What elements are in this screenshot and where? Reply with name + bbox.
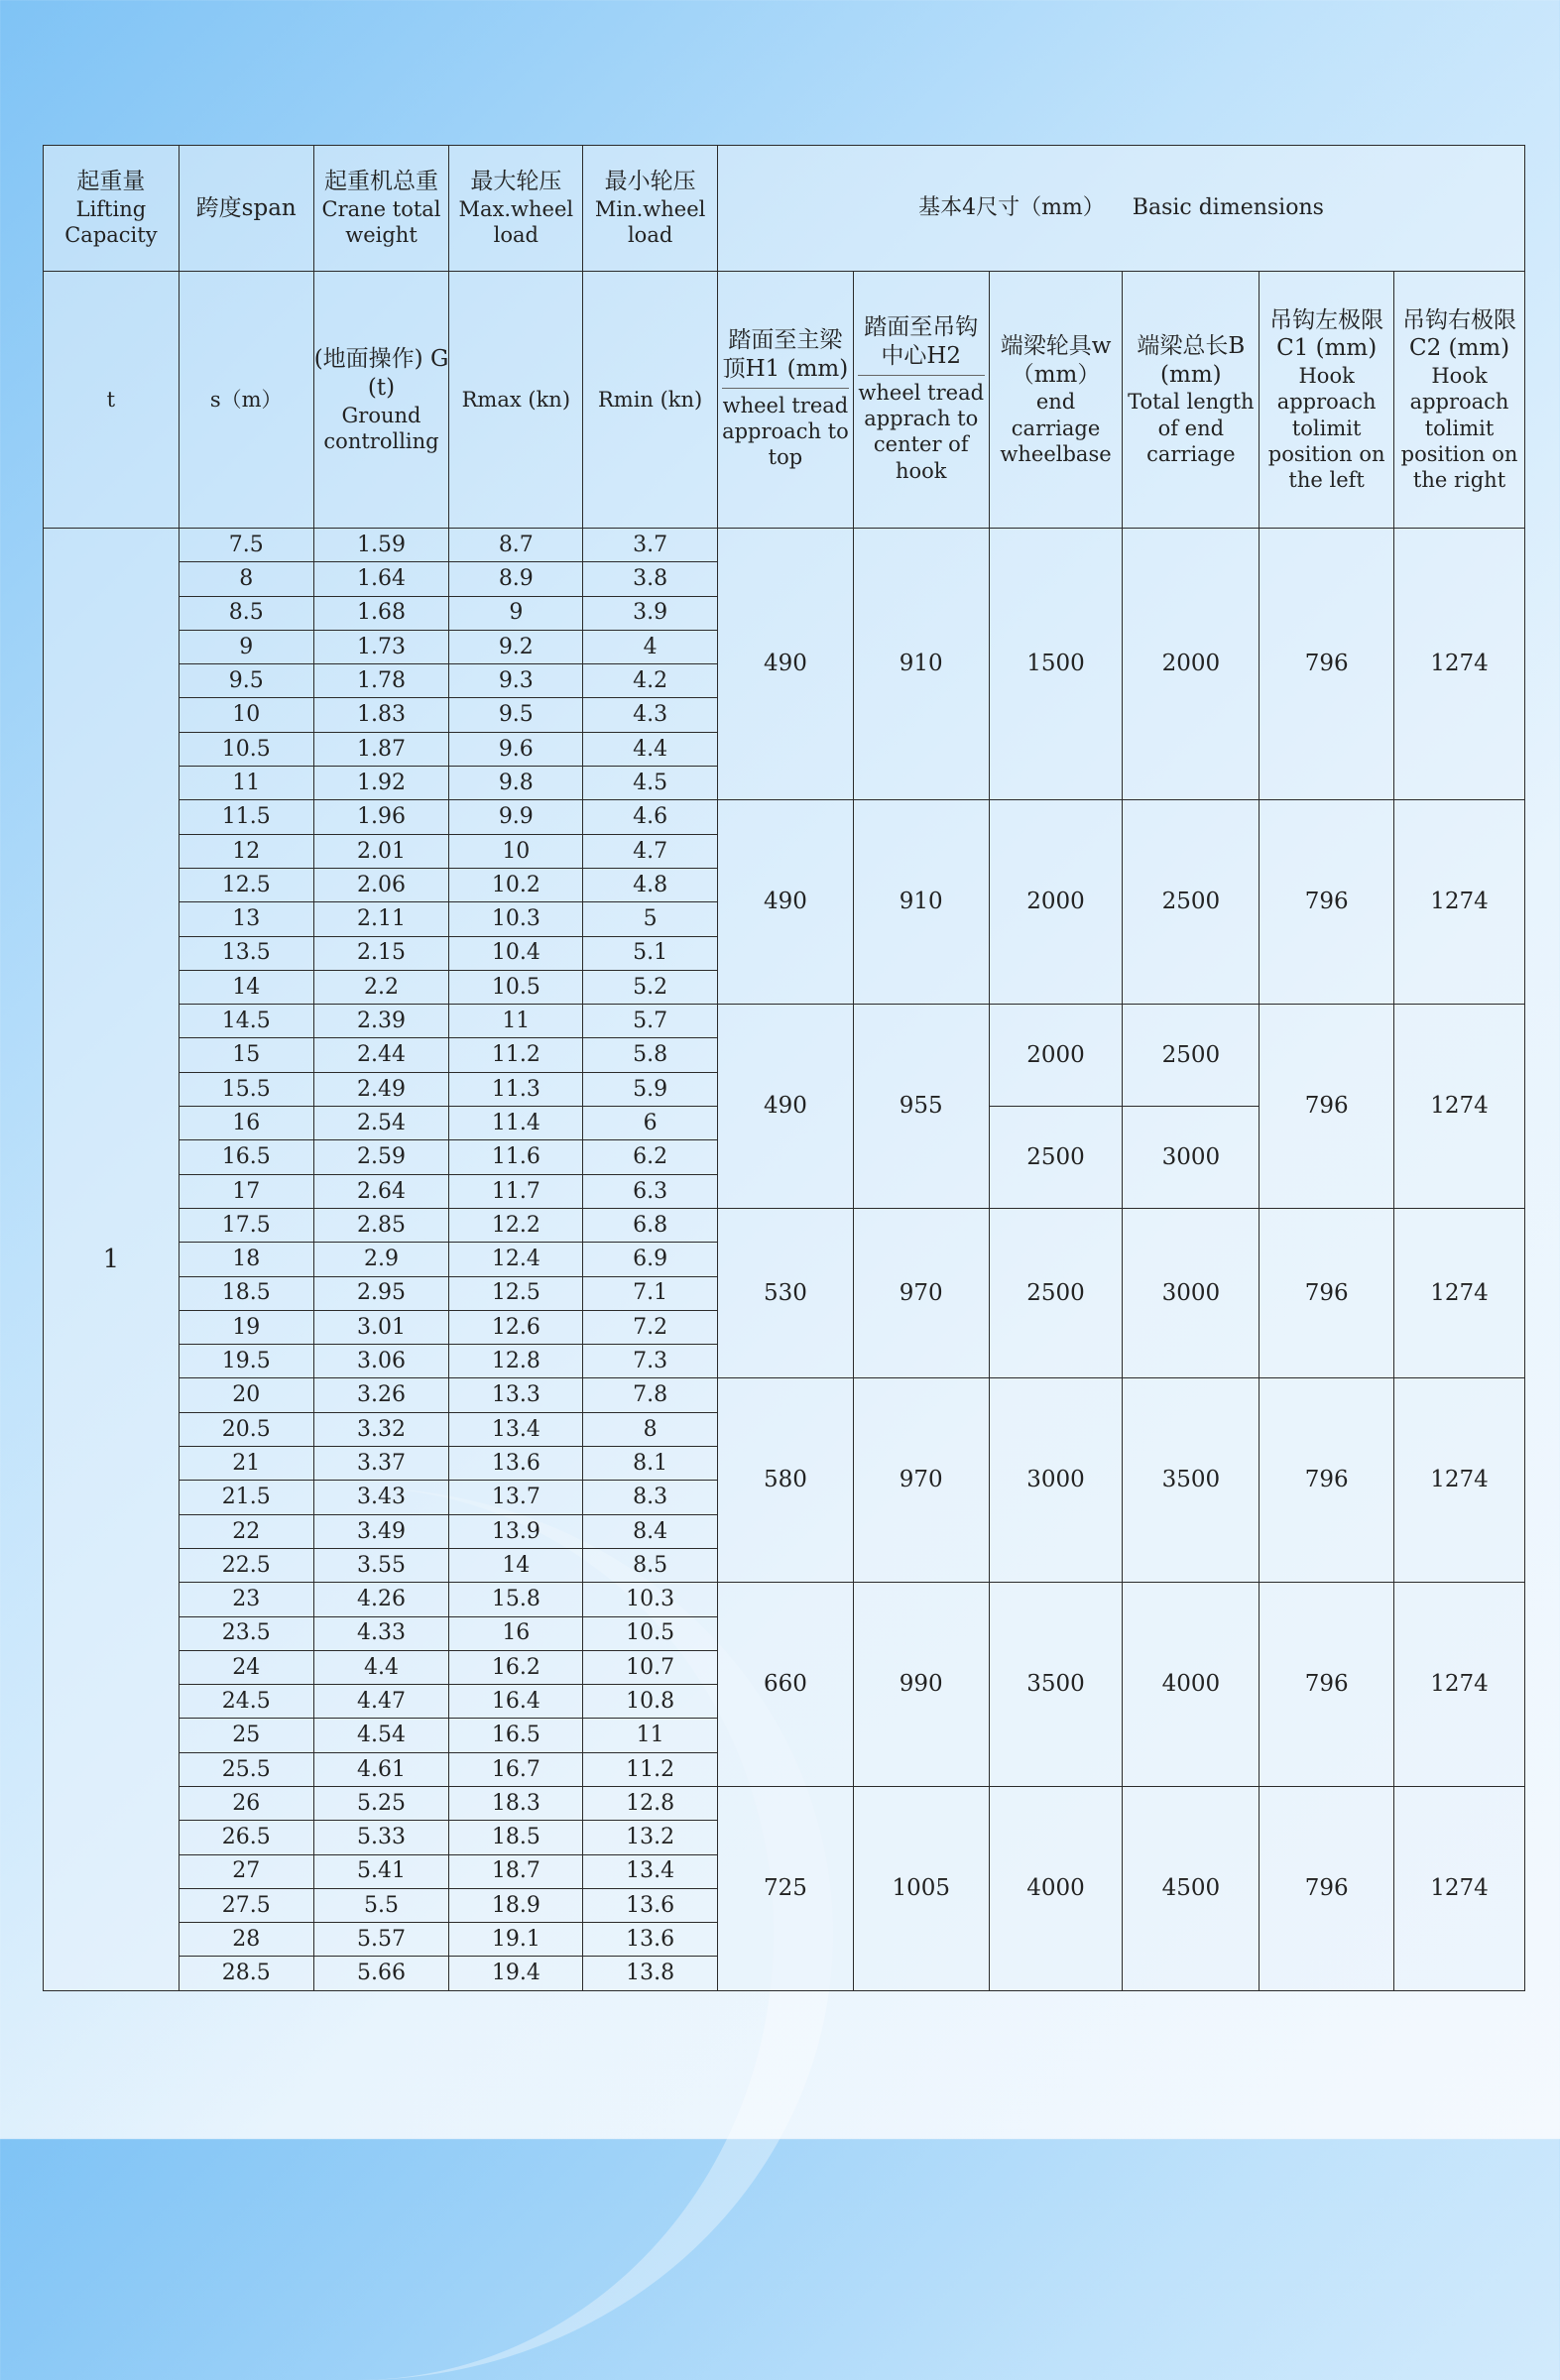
weight-cell: 2.44 (313, 1038, 449, 1072)
b-cell: 3000 (1123, 1107, 1260, 1209)
header-w: 端梁轮具w（mm） end carriage wheelbase (989, 272, 1123, 529)
span-cell: 26.5 (179, 1821, 313, 1854)
rmax-cell: 11.2 (449, 1038, 583, 1072)
c1-cell: 796 (1260, 1005, 1394, 1209)
table-body (44, 529, 1525, 1991)
span-cell: 14 (179, 970, 313, 1004)
rmin-cell: 4.4 (583, 732, 718, 766)
rmax-cell: 8.9 (449, 562, 583, 596)
header-h2: 踏面至吊钩中心H2 wheel tread apprach to center of hook (853, 272, 989, 529)
rmin-cell: 7.8 (583, 1378, 718, 1412)
rmax-cell: 9.9 (449, 800, 583, 834)
table-row (44, 1583, 1525, 1616)
rmax-cell: 16.5 (449, 1719, 583, 1752)
rmax-cell: 8.7 (449, 529, 583, 562)
weight-cell: 5.5 (313, 1888, 449, 1922)
rmin-cell: 8.4 (583, 1514, 718, 1548)
rmax-cell: 11 (449, 1005, 583, 1038)
rmin-cell: 10.7 (583, 1650, 718, 1684)
weight-cell: 4.26 (313, 1583, 449, 1616)
rmax-cell: 11.7 (449, 1174, 583, 1208)
h1-cell: 490 (718, 800, 854, 1005)
weight-cell: 5.41 (313, 1854, 449, 1888)
rmax-cell: 13.9 (449, 1514, 583, 1548)
weight-cell: 2.2 (313, 970, 449, 1004)
b-cell: 2500 (1123, 1005, 1260, 1107)
rmax-cell: 16.2 (449, 1650, 583, 1684)
b-cell: 3500 (1123, 1378, 1260, 1583)
rmin-cell: 5.9 (583, 1072, 718, 1106)
h2-cell: 970 (853, 1378, 989, 1583)
rmin-cell: 8.5 (583, 1548, 718, 1582)
rmax-cell: 18.5 (449, 1821, 583, 1854)
span-cell: 15 (179, 1038, 313, 1072)
h2-cell: 1005 (853, 1786, 989, 1990)
span-cell: 7.5 (179, 529, 313, 562)
rmax-cell: 15.8 (449, 1583, 583, 1616)
rmax-cell: 12.4 (449, 1243, 583, 1276)
weight-cell: 2.01 (313, 834, 449, 868)
b-cell: 4000 (1123, 1583, 1260, 1787)
weight-cell: 1.83 (313, 698, 449, 732)
rmax-cell: 13.3 (449, 1378, 583, 1412)
rmin-cell: 4.2 (583, 664, 718, 698)
c1-cell: 796 (1260, 1378, 1394, 1583)
rmin-cell: 6.9 (583, 1243, 718, 1276)
weight-cell: 4.4 (313, 1650, 449, 1684)
header-unit-t: t (44, 272, 180, 529)
weight-cell: 3.55 (313, 1548, 449, 1582)
c2-cell: 1274 (1394, 1786, 1525, 1990)
rmin-cell: 8 (583, 1412, 718, 1446)
c1-cell: 796 (1260, 800, 1394, 1005)
rmax-cell: 9.5 (449, 698, 583, 732)
table-row (44, 529, 1525, 562)
h1-cell: 490 (718, 529, 854, 800)
span-cell: 9.5 (179, 664, 313, 698)
rmax-cell: 18.3 (449, 1786, 583, 1820)
span-cell: 20 (179, 1378, 313, 1412)
c1-cell: 796 (1260, 1786, 1394, 1990)
rmin-cell: 8.1 (583, 1447, 718, 1481)
rmax-cell: 19.1 (449, 1923, 583, 1957)
rmin-cell: 12.8 (583, 1786, 718, 1820)
weight-cell: 2.06 (313, 868, 449, 901)
span-cell: 24 (179, 1650, 313, 1684)
weight-cell: 3.43 (313, 1481, 449, 1514)
span-cell: 22.5 (179, 1548, 313, 1582)
weight-cell: 2.64 (313, 1174, 449, 1208)
weight-cell: 1.87 (313, 732, 449, 766)
rmin-cell: 3.9 (583, 596, 718, 630)
h2-cell: 910 (853, 529, 989, 800)
h1-cell: 660 (718, 1583, 854, 1787)
span-cell: 23.5 (179, 1616, 313, 1650)
weight-cell: 4.47 (313, 1685, 449, 1719)
rmin-cell: 7.3 (583, 1345, 718, 1378)
weight-cell: 2.11 (313, 902, 449, 936)
b-cell: 2000 (1123, 529, 1260, 800)
h2-cell: 955 (853, 1005, 989, 1209)
rmin-cell: 3.7 (583, 529, 718, 562)
rmin-cell: 6.2 (583, 1140, 718, 1174)
weight-cell: 1.78 (313, 664, 449, 698)
weight-cell: 3.37 (313, 1447, 449, 1481)
c1-cell: 796 (1260, 1583, 1394, 1787)
rmin-cell: 5.2 (583, 970, 718, 1004)
rmax-cell: 18.9 (449, 1888, 583, 1922)
h2-cell: 970 (853, 1208, 989, 1377)
rmin-cell: 4.7 (583, 834, 718, 868)
span-cell: 27 (179, 1854, 313, 1888)
span-cell: 25.5 (179, 1752, 313, 1786)
header-c1: 吊钩左极限C1 (mm) Hook approach tolimit position on the left (1260, 272, 1394, 529)
h1-cell: 530 (718, 1208, 854, 1377)
crane-spec-table (43, 145, 1525, 1991)
rmax-cell: 16 (449, 1616, 583, 1650)
header-b: 端梁总长B (mm) Total length of end carriage (1123, 272, 1260, 529)
span-cell: 11 (179, 767, 313, 800)
h1-cell: 580 (718, 1378, 854, 1583)
weight-cell: 3.49 (313, 1514, 449, 1548)
span-cell: 19 (179, 1310, 313, 1344)
rmin-cell: 4 (583, 630, 718, 663)
rmin-cell: 6 (583, 1107, 718, 1140)
rmin-cell: 8.3 (583, 1481, 718, 1514)
table-row (44, 1378, 1525, 1412)
c1-cell: 796 (1260, 529, 1394, 800)
c2-cell: 1274 (1394, 1005, 1525, 1209)
rmax-cell: 16.7 (449, 1752, 583, 1786)
weight-cell: 1.73 (313, 630, 449, 663)
span-cell: 12.5 (179, 868, 313, 901)
span-cell: 28 (179, 1923, 313, 1957)
b-cell: 3000 (1123, 1208, 1260, 1377)
weight-cell: 4.54 (313, 1719, 449, 1752)
weight-cell: 1.92 (313, 767, 449, 800)
rmin-cell: 13.6 (583, 1888, 718, 1922)
weight-cell: 5.66 (313, 1957, 449, 1990)
span-cell: 21.5 (179, 1481, 313, 1514)
weight-cell: 5.57 (313, 1923, 449, 1957)
rmax-cell: 9.8 (449, 767, 583, 800)
header-span: 跨度span (179, 146, 313, 272)
w-cell: 2000 (989, 800, 1123, 1005)
span-cell: 27.5 (179, 1888, 313, 1922)
rmax-cell: 11.3 (449, 1072, 583, 1106)
weight-cell: 5.25 (313, 1786, 449, 1820)
rmin-cell: 13.6 (583, 1923, 718, 1957)
weight-cell: 3.32 (313, 1412, 449, 1446)
span-cell: 11.5 (179, 800, 313, 834)
span-cell: 17 (179, 1174, 313, 1208)
weight-cell: 2.9 (313, 1243, 449, 1276)
rmax-cell: 10.3 (449, 902, 583, 936)
header-ground: (地面操作) G (t) Ground controlling (313, 272, 449, 529)
b-cell: 2500 (1123, 800, 1260, 1005)
table-row (44, 800, 1525, 834)
span-cell: 8 (179, 562, 313, 596)
c2-cell: 1274 (1394, 529, 1525, 800)
table-row (44, 1005, 1525, 1038)
rmax-cell: 11.4 (449, 1107, 583, 1140)
rmin-cell: 4.8 (583, 868, 718, 901)
header-row-1 (44, 146, 1525, 272)
weight-cell: 5.33 (313, 1821, 449, 1854)
weight-cell: 3.06 (313, 1345, 449, 1378)
weight-cell: 1.64 (313, 562, 449, 596)
span-cell: 12 (179, 834, 313, 868)
rmin-cell: 10.3 (583, 1583, 718, 1616)
rmax-cell: 14 (449, 1548, 583, 1582)
rmin-cell: 7.1 (583, 1276, 718, 1310)
w-cell: 4000 (989, 1786, 1123, 1990)
weight-cell: 1.68 (313, 596, 449, 630)
rmax-cell: 12.2 (449, 1208, 583, 1242)
span-cell: 18 (179, 1243, 313, 1276)
span-cell: 18.5 (179, 1276, 313, 1310)
table-row (44, 1786, 1525, 1820)
span-cell: 9 (179, 630, 313, 663)
h2-cell: 990 (853, 1583, 989, 1787)
c2-cell: 1274 (1394, 1378, 1525, 1583)
header-max-load: 最大轮压 Max.wheel load (449, 146, 583, 272)
rmin-cell: 5.1 (583, 936, 718, 970)
weight-cell: 3.01 (313, 1310, 449, 1344)
span-cell: 23 (179, 1583, 313, 1616)
rmin-cell: 5.8 (583, 1038, 718, 1072)
span-cell: 24.5 (179, 1685, 313, 1719)
rmin-cell: 11.2 (583, 1752, 718, 1786)
weight-cell: 1.96 (313, 800, 449, 834)
header-min-load: 最小轮压 Min.wheel load (583, 146, 718, 272)
rmin-cell: 10.8 (583, 1685, 718, 1719)
header-basic-dimensions: 基本4尺寸（mm） Basic dimensions (718, 146, 1525, 272)
weight-cell: 1.59 (313, 529, 449, 562)
w-cell: 3000 (989, 1378, 1123, 1583)
weight-cell: 2.54 (313, 1107, 449, 1140)
h2-cell: 910 (853, 800, 989, 1005)
rmax-cell: 10.4 (449, 936, 583, 970)
span-cell: 15.5 (179, 1072, 313, 1106)
weight-cell: 2.59 (313, 1140, 449, 1174)
span-cell: 17.5 (179, 1208, 313, 1242)
header-capacity: 起重量 Lifting Capacity (44, 146, 180, 272)
rmin-cell: 6.3 (583, 1174, 718, 1208)
header-rmin: Rmin (kn) (583, 272, 718, 529)
h1-cell: 725 (718, 1786, 854, 1990)
rmax-cell: 11.6 (449, 1140, 583, 1174)
span-cell: 22 (179, 1514, 313, 1548)
span-cell: 19.5 (179, 1345, 313, 1378)
rmin-cell: 10.5 (583, 1616, 718, 1650)
w-cell: 1500 (989, 529, 1123, 800)
table-row (44, 1208, 1525, 1242)
span-cell: 16 (179, 1107, 313, 1140)
rmax-cell: 9 (449, 596, 583, 630)
rmin-cell: 13.4 (583, 1854, 718, 1888)
weight-cell: 2.15 (313, 936, 449, 970)
rmax-cell: 12.8 (449, 1345, 583, 1378)
span-cell: 13 (179, 902, 313, 936)
span-cell: 16.5 (179, 1140, 313, 1174)
rmax-cell: 10.5 (449, 970, 583, 1004)
weight-cell: 4.61 (313, 1752, 449, 1786)
rmax-cell: 19.4 (449, 1957, 583, 1990)
rmax-cell: 18.7 (449, 1854, 583, 1888)
span-cell: 25 (179, 1719, 313, 1752)
weight-cell: 2.85 (313, 1208, 449, 1242)
rmin-cell: 5 (583, 902, 718, 936)
rmax-cell: 12.6 (449, 1310, 583, 1344)
c1-cell: 796 (1260, 1208, 1394, 1377)
rmin-cell: 4.3 (583, 698, 718, 732)
header-rmax: Rmax (kn) (449, 272, 583, 529)
span-cell: 28.5 (179, 1957, 313, 1990)
rmax-cell: 12.5 (449, 1276, 583, 1310)
header-c2: 吊钩右极限C2 (mm) Hook approach tolimit position on the right (1394, 272, 1525, 529)
c2-cell: 1274 (1394, 800, 1525, 1005)
c2-cell: 1274 (1394, 1583, 1525, 1787)
rmax-cell: 10.2 (449, 868, 583, 901)
rmin-cell: 11 (583, 1719, 718, 1752)
span-cell: 8.5 (179, 596, 313, 630)
rmax-cell: 9.3 (449, 664, 583, 698)
span-cell: 20.5 (179, 1412, 313, 1446)
rmin-cell: 7.2 (583, 1310, 718, 1344)
span-cell: 26 (179, 1786, 313, 1820)
weight-cell: 2.39 (313, 1005, 449, 1038)
rmax-cell: 16.4 (449, 1685, 583, 1719)
rmax-cell: 10 (449, 834, 583, 868)
h1-cell: 490 (718, 1005, 854, 1209)
span-cell: 10.5 (179, 732, 313, 766)
rmin-cell: 4.5 (583, 767, 718, 800)
rmin-cell: 13.8 (583, 1957, 718, 1990)
rmax-cell: 9.6 (449, 732, 583, 766)
weight-cell: 2.95 (313, 1276, 449, 1310)
w-cell: 2500 (989, 1208, 1123, 1377)
header-weight: 起重机总重 Crane total weight (313, 146, 449, 272)
weight-cell: 3.26 (313, 1378, 449, 1412)
span-cell: 10 (179, 698, 313, 732)
w-cell: 3500 (989, 1583, 1123, 1787)
rmin-cell: 4.6 (583, 800, 718, 834)
c2-cell: 1274 (1394, 1208, 1525, 1377)
span-cell: 13.5 (179, 936, 313, 970)
rmin-cell: 5.7 (583, 1005, 718, 1038)
weight-cell: 2.49 (313, 1072, 449, 1106)
weight-cell: 4.33 (313, 1616, 449, 1650)
capacity-cell: 1 (44, 529, 180, 1991)
rmax-cell: 13.6 (449, 1447, 583, 1481)
rmin-cell: 13.2 (583, 1821, 718, 1854)
rmax-cell: 13.7 (449, 1481, 583, 1514)
header-row-2 (44, 272, 1525, 529)
span-cell: 21 (179, 1447, 313, 1481)
header-h1: 踏面至主梁顶H1 (mm) wheel tread approach to top (718, 272, 854, 529)
rmax-cell: 9.2 (449, 630, 583, 663)
rmin-cell: 6.8 (583, 1208, 718, 1242)
rmin-cell: 3.8 (583, 562, 718, 596)
rmax-cell: 13.4 (449, 1412, 583, 1446)
span-cell: 14.5 (179, 1005, 313, 1038)
w-cell: 2000 (989, 1005, 1123, 1107)
b-cell: 4500 (1123, 1786, 1260, 1990)
w-cell: 2500 (989, 1107, 1123, 1209)
header-unit-s: s（m） (179, 272, 313, 529)
